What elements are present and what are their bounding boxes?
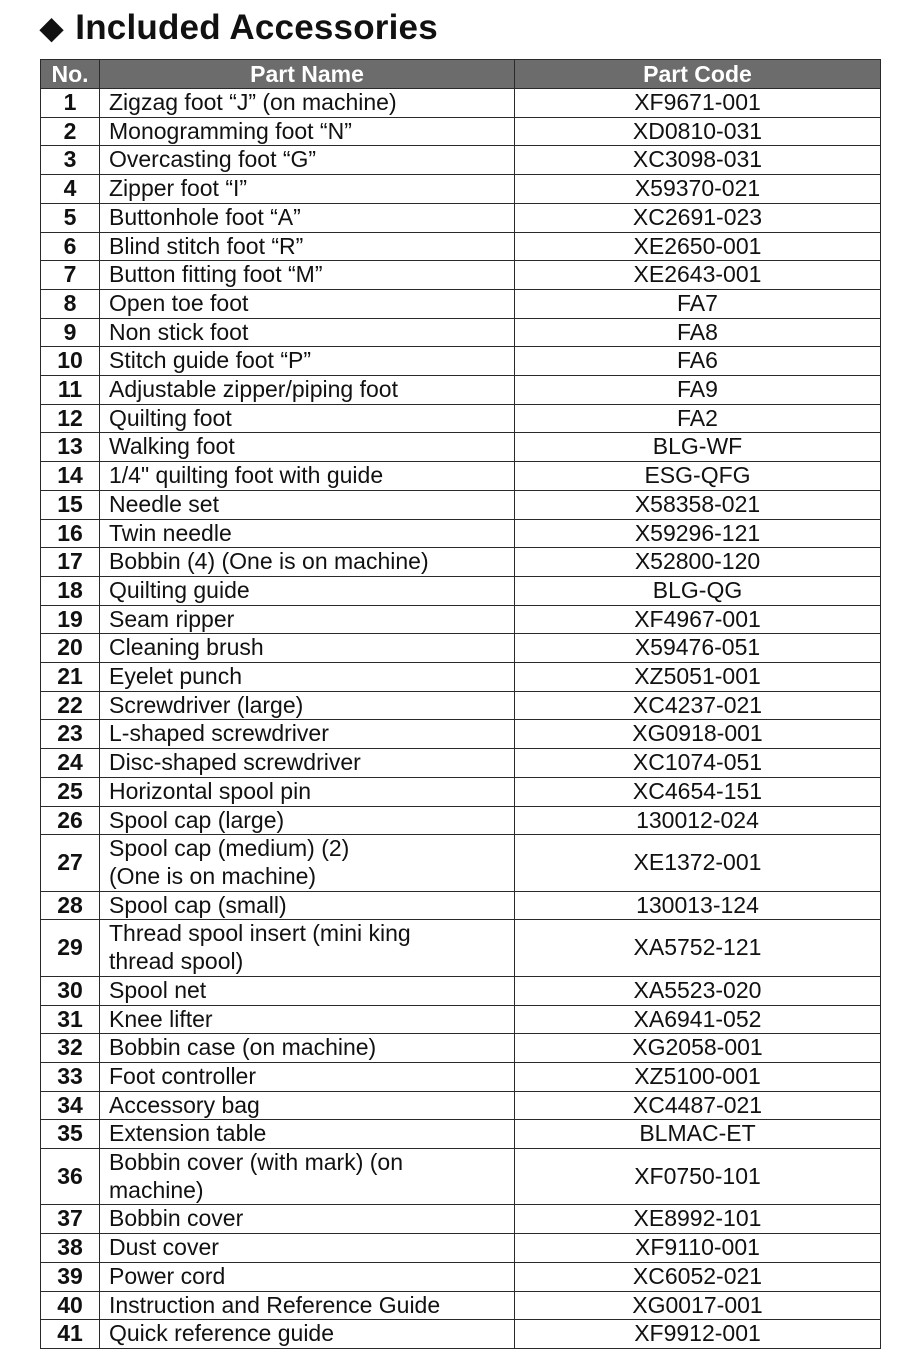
table-row xyxy=(41,347,881,376)
part-name-line-2: machine) xyxy=(109,1176,204,1203)
diamond-bullet-icon: ◆ xyxy=(40,11,64,45)
table-body xyxy=(41,89,881,1349)
part-name: Cleaning brush xyxy=(100,634,515,663)
table-row xyxy=(41,232,881,261)
part-name: Blind stitch foot “R” xyxy=(100,232,515,261)
part-number: 26 xyxy=(41,806,100,835)
part-name: Bobbin case (on machine) xyxy=(100,1034,515,1063)
table-row xyxy=(41,203,881,232)
part-name: Extension table xyxy=(100,1120,515,1149)
part-code: XZ5100-001 xyxy=(515,1062,881,1091)
part-number: 10 xyxy=(41,347,100,376)
part-name: 1/4" quilting foot with guide xyxy=(100,462,515,491)
part-name: Adjustable zipper/piping foot xyxy=(100,376,515,405)
table-row xyxy=(41,777,881,806)
table-row xyxy=(41,175,881,204)
header-part-code: Part Code xyxy=(515,60,881,89)
table-row xyxy=(41,720,881,749)
part-name: Walking foot xyxy=(100,433,515,462)
part-number: 39 xyxy=(41,1262,100,1291)
part-name xyxy=(100,920,515,976)
part-code: BLG-QG xyxy=(515,576,881,605)
table-row xyxy=(41,433,881,462)
part-number: 14 xyxy=(41,462,100,491)
part-name: Spool cap (small) xyxy=(100,891,515,920)
part-name xyxy=(100,1149,515,1205)
part-name: Quilting guide xyxy=(100,576,515,605)
part-code: XC3098-031 xyxy=(515,146,881,175)
part-number: 31 xyxy=(41,1005,100,1034)
part-number: 16 xyxy=(41,519,100,548)
part-code: BLMAC-ET xyxy=(515,1120,881,1149)
part-number: 13 xyxy=(41,433,100,462)
part-code: XF9110-001 xyxy=(515,1234,881,1263)
part-name: Bobbin cover xyxy=(100,1205,515,1234)
part-number: 21 xyxy=(41,663,100,692)
part-number: 6 xyxy=(41,232,100,261)
part-number: 23 xyxy=(41,720,100,749)
table-row xyxy=(41,519,881,548)
part-name: Seam ripper xyxy=(100,605,515,634)
part-number: 37 xyxy=(41,1205,100,1234)
part-code: XE2643-001 xyxy=(515,261,881,290)
table-row xyxy=(41,404,881,433)
part-code: XC1074-051 xyxy=(515,749,881,778)
part-code: FA8 xyxy=(515,318,881,347)
part-code: XA5523-020 xyxy=(515,976,881,1005)
part-name: Knee lifter xyxy=(100,1005,515,1034)
part-name: Accessory bag xyxy=(100,1091,515,1120)
part-code: X52800-120 xyxy=(515,548,881,577)
part-code: XG0918-001 xyxy=(515,720,881,749)
part-name: Zipper foot “I” xyxy=(100,175,515,204)
header-no: No. xyxy=(41,60,100,89)
part-number: 5 xyxy=(41,203,100,232)
part-code: 130013-124 xyxy=(515,891,881,920)
part-number: 9 xyxy=(41,318,100,347)
part-code: XE8992-101 xyxy=(515,1205,881,1234)
part-name: Monogramming foot “N” xyxy=(100,117,515,146)
table-row xyxy=(41,1120,881,1149)
part-code: XD0810-031 xyxy=(515,117,881,146)
part-code: FA7 xyxy=(515,289,881,318)
table-row xyxy=(41,835,881,891)
section-title xyxy=(40,8,438,48)
table-row xyxy=(41,318,881,347)
part-number: 30 xyxy=(41,976,100,1005)
part-number: 17 xyxy=(41,548,100,577)
part-code: BLG-WF xyxy=(515,433,881,462)
part-number: 28 xyxy=(41,891,100,920)
part-code: XG2058-001 xyxy=(515,1034,881,1063)
part-code: XZ5051-001 xyxy=(515,663,881,692)
table-row xyxy=(41,261,881,290)
part-name xyxy=(100,835,515,891)
part-number: 2 xyxy=(41,117,100,146)
part-name: Zigzag foot “J” (on machine) xyxy=(100,89,515,118)
part-name: Dust cover xyxy=(100,1234,515,1263)
table-header-row xyxy=(41,60,881,89)
table-row xyxy=(41,1005,881,1034)
table-row xyxy=(41,89,881,118)
table-row xyxy=(41,605,881,634)
part-code: 130012-024 xyxy=(515,806,881,835)
part-name: Non stick foot xyxy=(100,318,515,347)
table-row xyxy=(41,891,881,920)
part-name: Eyelet punch xyxy=(100,663,515,692)
part-name: Screwdriver (large) xyxy=(100,691,515,720)
table-row xyxy=(41,663,881,692)
table-row xyxy=(41,1149,881,1205)
table-row xyxy=(41,1320,881,1349)
part-name: Quick reference guide xyxy=(100,1320,515,1349)
part-number: 7 xyxy=(41,261,100,290)
part-code: XG0017-001 xyxy=(515,1291,881,1320)
table-row xyxy=(41,976,881,1005)
part-number: 1 xyxy=(41,89,100,118)
part-name-line-2: thread spool) xyxy=(109,948,244,975)
part-name-line-2: (One is on machine) xyxy=(109,862,317,889)
part-code: FA6 xyxy=(515,347,881,376)
part-name: Spool cap (large) xyxy=(100,806,515,835)
part-number: 41 xyxy=(41,1320,100,1349)
table-row xyxy=(41,576,881,605)
part-code: ESG-QFG xyxy=(515,462,881,491)
part-number: 3 xyxy=(41,146,100,175)
table-row xyxy=(41,691,881,720)
table-row xyxy=(41,1291,881,1320)
part-code: XF4967-001 xyxy=(515,605,881,634)
part-number: 20 xyxy=(41,634,100,663)
table-row xyxy=(41,146,881,175)
part-code: XE2650-001 xyxy=(515,232,881,261)
part-code: X58358-021 xyxy=(515,490,881,519)
table-row xyxy=(41,289,881,318)
part-number: 35 xyxy=(41,1120,100,1149)
part-code: XC2691-023 xyxy=(515,203,881,232)
part-code: XA6941-052 xyxy=(515,1005,881,1034)
part-code: XE1372-001 xyxy=(515,835,881,891)
table-row xyxy=(41,1034,881,1063)
part-name: Stitch guide foot “P” xyxy=(100,347,515,376)
part-code: XC4237-021 xyxy=(515,691,881,720)
part-number: 34 xyxy=(41,1091,100,1120)
table-row xyxy=(41,749,881,778)
part-code: XF9671-001 xyxy=(515,89,881,118)
table-row xyxy=(41,548,881,577)
part-code: X59476-051 xyxy=(515,634,881,663)
part-number: 15 xyxy=(41,490,100,519)
part-name: Button fitting foot “M” xyxy=(100,261,515,290)
header-part-name: Part Name xyxy=(100,60,515,89)
part-number: 18 xyxy=(41,576,100,605)
section-title-text: Included Accessories xyxy=(75,8,438,47)
part-number: 24 xyxy=(41,749,100,778)
table-row xyxy=(41,117,881,146)
part-name: Foot controller xyxy=(100,1062,515,1091)
table-row xyxy=(41,806,881,835)
part-number: 38 xyxy=(41,1234,100,1263)
part-name: Twin needle xyxy=(100,519,515,548)
part-name-line-1: Spool cap (medium) (2) xyxy=(109,835,350,862)
part-name: Quilting foot xyxy=(100,404,515,433)
part-name: Open toe foot xyxy=(100,289,515,318)
part-name: Power cord xyxy=(100,1262,515,1291)
table-row xyxy=(41,1205,881,1234)
part-number: 40 xyxy=(41,1291,100,1320)
table-row xyxy=(41,376,881,405)
part-code: XC4487-021 xyxy=(515,1091,881,1120)
part-number: 25 xyxy=(41,777,100,806)
part-code: FA9 xyxy=(515,376,881,405)
table-row xyxy=(41,1234,881,1263)
part-name: L-shaped screwdriver xyxy=(100,720,515,749)
part-name: Disc-shaped screwdriver xyxy=(100,749,515,778)
part-code: X59296-121 xyxy=(515,519,881,548)
table-row xyxy=(41,490,881,519)
table-row xyxy=(41,1091,881,1120)
part-code: XC4654-151 xyxy=(515,777,881,806)
part-number: 27 xyxy=(41,835,100,891)
accessories-table xyxy=(40,59,881,1349)
part-name: Needle set xyxy=(100,490,515,519)
part-name: Spool net xyxy=(100,976,515,1005)
part-code: FA2 xyxy=(515,404,881,433)
part-name: Instruction and Reference Guide xyxy=(100,1291,515,1320)
part-code: XF9912-001 xyxy=(515,1320,881,1349)
part-name: Bobbin (4) (One is on machine) xyxy=(100,548,515,577)
part-number: 29 xyxy=(41,920,100,976)
part-name: Overcasting foot “G” xyxy=(100,146,515,175)
table-row xyxy=(41,634,881,663)
part-number: 8 xyxy=(41,289,100,318)
part-number: 11 xyxy=(41,376,100,405)
part-name: Buttonhole foot “A” xyxy=(100,203,515,232)
part-number: 12 xyxy=(41,404,100,433)
part-number: 33 xyxy=(41,1062,100,1091)
part-code: X59370-021 xyxy=(515,175,881,204)
part-code: XC6052-021 xyxy=(515,1262,881,1291)
part-number: 22 xyxy=(41,691,100,720)
table-row xyxy=(41,462,881,491)
table-row xyxy=(41,1262,881,1291)
table-row xyxy=(41,1062,881,1091)
part-code: XA5752-121 xyxy=(515,920,881,976)
part-number: 19 xyxy=(41,605,100,634)
part-number: 4 xyxy=(41,175,100,204)
part-number: 32 xyxy=(41,1034,100,1063)
part-name-line-1: Bobbin cover (with mark) (on xyxy=(109,1149,403,1176)
part-number: 36 xyxy=(41,1149,100,1205)
part-name: Horizontal spool pin xyxy=(100,777,515,806)
part-name-line-1: Thread spool insert (mini king xyxy=(109,920,411,947)
part-code: XF0750-101 xyxy=(515,1149,881,1205)
table-row xyxy=(41,920,881,976)
